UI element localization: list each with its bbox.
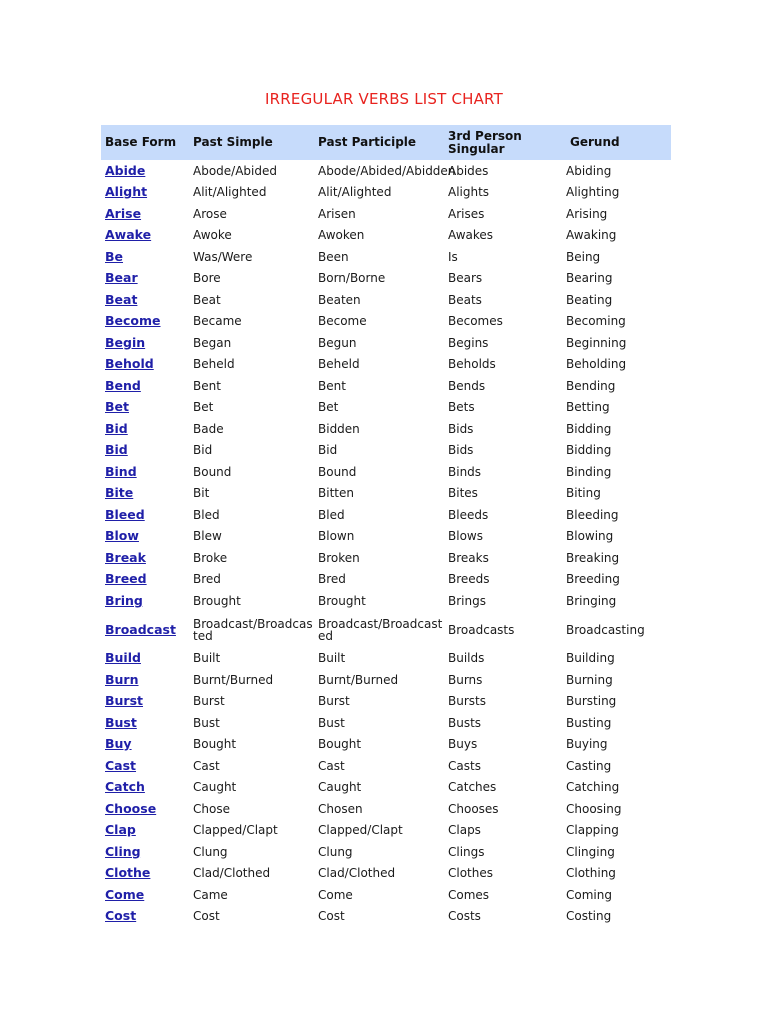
past-simple-cell: Clapped/Clapt <box>193 823 278 838</box>
gerund-cell: Being <box>566 249 601 264</box>
base-form-cell <box>101 418 189 440</box>
third-person-cell: Bids <box>448 421 474 436</box>
gerund-cell: Bleeding <box>566 507 619 522</box>
table-row <box>101 590 671 612</box>
gerund-cell: Clothing <box>566 866 616 881</box>
past-simple-cell: Bled <box>193 507 220 522</box>
past-simple-cell: Became <box>193 314 242 329</box>
verb-link[interactable]: Abide <box>105 162 146 178</box>
table-row <box>101 332 671 354</box>
table-row <box>101 820 671 842</box>
table-row <box>101 612 671 648</box>
gerund-cell: Biting <box>566 486 601 501</box>
past-participle-cell: Bitten <box>318 486 354 501</box>
verb-link[interactable]: Bid <box>105 420 128 436</box>
gerund-cell: Broadcasting <box>566 622 645 637</box>
header-third-person: 3rd Person Singular <box>448 128 522 156</box>
verb-link[interactable]: Become <box>105 313 161 329</box>
third-person-cell: Chooses <box>448 801 499 816</box>
table-header <box>101 125 671 160</box>
base-form-cell <box>101 712 189 734</box>
verb-link[interactable]: Bind <box>105 463 137 479</box>
verb-link[interactable]: Come <box>105 886 145 902</box>
gerund-cell: Costing <box>566 909 612 924</box>
verb-link[interactable]: Bring <box>105 592 143 608</box>
third-person-cell: Catches <box>448 780 497 795</box>
third-person-cell: Awakes <box>448 228 494 243</box>
third-person-cell: Bursts <box>448 694 486 709</box>
past-participle-cell: Arisen <box>318 206 356 221</box>
verb-link[interactable]: Bid <box>105 442 128 458</box>
past-simple-cell: Began <box>193 335 232 350</box>
past-simple-cell: Bet <box>193 400 214 415</box>
past-simple-cell: Burnt/Burned <box>193 672 274 687</box>
verb-link[interactable]: Breed <box>105 571 147 587</box>
past-simple-cell: Burst <box>193 694 225 709</box>
table-row <box>101 461 671 483</box>
verb-link[interactable]: Catch <box>105 779 145 795</box>
base-form-cell <box>101 669 189 691</box>
base-form-cell <box>101 526 189 548</box>
gerund-cell: Catching <box>566 780 620 795</box>
gerund-cell: Bursting <box>566 694 617 709</box>
third-person-cell: Bears <box>448 271 483 286</box>
past-simple-cell: Arose <box>193 206 227 221</box>
past-participle-cell: Bred <box>318 572 346 587</box>
gerund-cell: Alighting <box>566 185 620 200</box>
base-form-cell <box>101 841 189 863</box>
table-row <box>101 354 671 376</box>
verb-link[interactable]: Clothe <box>105 865 151 881</box>
third-person-cell: Claps <box>448 823 481 838</box>
third-person-cell: Broadcasts <box>448 622 515 637</box>
table-row <box>101 289 671 311</box>
past-participle-cell: Bought <box>318 737 362 752</box>
gerund-cell: Bidding <box>566 421 612 436</box>
gerund-cell: Beholding <box>566 357 627 372</box>
past-participle-cell: Broken <box>318 550 360 565</box>
base-form-cell <box>101 734 189 756</box>
verb-link[interactable]: Broadcast <box>105 621 176 637</box>
third-person-cell: Builds <box>448 651 485 666</box>
past-participle-cell: Caught <box>318 780 362 795</box>
table-row <box>101 691 671 713</box>
past-participle-cell: Bidden <box>318 421 360 436</box>
past-simple-cell: Bred <box>193 572 221 587</box>
past-participle-cell: Blown <box>318 529 355 544</box>
base-form-cell <box>101 311 189 333</box>
gerund-cell: Burning <box>566 672 613 687</box>
base-form-cell <box>101 569 189 591</box>
past-participle-cell: Beaten <box>318 292 361 307</box>
past-simple-cell: Bid <box>193 443 213 458</box>
third-person-cell: Breeds <box>448 572 490 587</box>
third-person-cell: Burns <box>448 672 483 687</box>
third-person-cell: Alights <box>448 185 490 200</box>
table-row <box>101 160 671 182</box>
verb-link[interactable]: Blow <box>105 528 139 544</box>
gerund-cell: Bidding <box>566 443 612 458</box>
third-person-cell: Clothes <box>448 866 493 881</box>
verb-link[interactable]: Bet <box>105 399 129 415</box>
past-simple-cell: Bound <box>193 464 232 479</box>
table-row <box>101 418 671 440</box>
verb-link[interactable]: Break <box>105 549 146 565</box>
table-row <box>101 547 671 569</box>
base-form-cell <box>101 590 189 612</box>
past-simple-cell: Alit/Alighted <box>193 185 267 200</box>
third-person-cell: Bets <box>448 400 475 415</box>
base-form-cell <box>101 246 189 268</box>
table-row <box>101 483 671 505</box>
past-participle-cell: Brought <box>318 593 366 608</box>
third-person-cell: Bids <box>448 443 474 458</box>
header-row <box>101 125 671 160</box>
past-participle-cell: Beheld <box>318 357 360 372</box>
verb-link[interactable]: Burst <box>105 693 144 709</box>
third-person-cell: Begins <box>448 335 489 350</box>
third-person-cell: Busts <box>448 715 482 730</box>
verb-link[interactable]: Cast <box>105 757 137 773</box>
table-row <box>101 375 671 397</box>
base-form-cell <box>101 906 189 928</box>
base-form-cell <box>101 332 189 354</box>
table-row <box>101 203 671 225</box>
base-form-cell <box>101 397 189 419</box>
verb-link[interactable]: Bleed <box>105 506 145 522</box>
past-participle-cell: Come <box>318 887 353 902</box>
past-participle-cell: Clad/Clothed <box>318 866 396 881</box>
table-row <box>101 504 671 526</box>
third-person-cell: Brings <box>448 593 486 608</box>
gerund-cell: Building <box>566 651 615 666</box>
past-participle-cell: Born/Borne <box>318 271 386 286</box>
gerund-cell: Casting <box>566 758 612 773</box>
past-simple-cell: Chose <box>193 801 230 816</box>
gerund-cell: Breeding <box>566 572 620 587</box>
table-row <box>101 440 671 462</box>
verb-link[interactable]: Clap <box>105 822 136 838</box>
gerund-cell: Coming <box>566 887 612 902</box>
third-person-cell: Breaks <box>448 550 489 565</box>
table-row <box>101 225 671 247</box>
verb-link[interactable]: Bite <box>105 485 134 501</box>
third-person-cell: Costs <box>448 909 481 924</box>
header-gerund: Gerund <box>570 135 620 149</box>
past-simple-cell: Was/Were <box>193 249 253 264</box>
table-row <box>101 569 671 591</box>
past-participle-cell: Clapped/Clapt <box>318 823 403 838</box>
base-form-cell <box>101 461 189 483</box>
past-simple-cell: Clad/Clothed <box>193 866 271 881</box>
past-participle-cell: Cost <box>318 909 345 924</box>
gerund-cell: Abiding <box>566 163 612 178</box>
gerund-cell: Betting <box>566 400 610 415</box>
verb-link[interactable]: Cost <box>105 908 137 924</box>
header-past-simple: Past Simple <box>193 135 273 149</box>
base-form-cell <box>101 691 189 713</box>
past-simple-cell: Awoke <box>193 228 232 243</box>
third-person-cell: Arises <box>448 206 485 221</box>
verb-link[interactable]: Bust <box>105 714 137 730</box>
verb-link[interactable]: Begin <box>105 334 146 350</box>
base-form-cell <box>101 375 189 397</box>
past-simple-cell: Cost <box>193 909 220 924</box>
past-participle-cell: Been <box>318 249 349 264</box>
past-simple-cell: Caught <box>193 780 237 795</box>
third-person-cell: Buys <box>448 737 478 752</box>
base-form-cell <box>101 798 189 820</box>
third-person-cell: Binds <box>448 464 482 479</box>
past-simple-cell: Bade <box>193 421 224 436</box>
past-simple-cell: Bent <box>193 378 221 393</box>
past-participle-cell: Awoken <box>318 228 365 243</box>
base-form-cell <box>101 225 189 247</box>
verb-link[interactable]: Bend <box>105 377 141 393</box>
table-row <box>101 884 671 906</box>
past-participle-cell: Bid <box>318 443 338 458</box>
third-person-cell: Is <box>448 249 458 264</box>
header-past-participle: Past Participle <box>318 135 417 149</box>
base-form-cell <box>101 755 189 777</box>
verb-link[interactable]: Cling <box>105 843 141 859</box>
third-person-cell: Bends <box>448 378 486 393</box>
third-person-cell: Comes <box>448 887 490 902</box>
past-simple-cell: Beheld <box>193 357 235 372</box>
base-form-cell <box>101 182 189 204</box>
gerund-cell: Beginning <box>566 335 627 350</box>
base-form-cell <box>101 504 189 526</box>
base-form-cell <box>101 612 189 648</box>
verb-link[interactable]: Build <box>105 650 141 666</box>
past-participle-cell: Bet <box>318 400 339 415</box>
past-simple-cell: Bit <box>193 486 210 501</box>
table-row <box>101 268 671 290</box>
past-simple-cell: Built <box>193 651 221 666</box>
third-person-cell: Bites <box>448 486 478 501</box>
third-person-cell: Beats <box>448 292 482 307</box>
base-form-cell <box>101 884 189 906</box>
verb-link[interactable]: Choose <box>105 800 157 816</box>
third-person-cell: Abides <box>448 163 489 178</box>
past-simple-cell: Clung <box>193 844 228 859</box>
verb-link[interactable]: Behold <box>105 356 154 372</box>
gerund-cell: Beating <box>566 292 613 307</box>
third-person-cell: Beholds <box>448 357 496 372</box>
gerund-cell: Busting <box>566 715 612 730</box>
irregular-verbs-table <box>101 125 671 927</box>
past-simple-cell: Brought <box>193 593 241 608</box>
gerund-cell: Bearing <box>566 271 613 286</box>
gerund-cell: Awaking <box>566 228 617 243</box>
past-simple-cell: Bore <box>193 271 221 286</box>
past-participle-cell: Abode/Abided/Abidden <box>318 163 456 178</box>
past-simple-cell: Bust <box>193 715 220 730</box>
gerund-cell: Bending <box>566 378 616 393</box>
header-base-form: Base Form <box>105 135 177 149</box>
table-row <box>101 734 671 756</box>
table-row <box>101 906 671 928</box>
table-row <box>101 712 671 734</box>
gerund-cell: Buying <box>566 737 608 752</box>
past-participle-cell: Bled <box>318 507 345 522</box>
third-person-cell: Clings <box>448 844 485 859</box>
gerund-cell: Clapping <box>566 823 619 838</box>
third-person-cell: Becomes <box>448 314 503 329</box>
past-participle-cell: Clung <box>318 844 353 859</box>
verb-link[interactable]: Bear <box>105 270 138 286</box>
base-form-cell <box>101 289 189 311</box>
base-form-cell <box>101 203 189 225</box>
gerund-cell: Blowing <box>566 529 614 544</box>
past-participle-cell: Alit/Alighted <box>318 185 392 200</box>
base-form-cell <box>101 354 189 376</box>
past-participle-cell: Chosen <box>318 801 363 816</box>
verb-link[interactable]: Awake <box>105 227 152 243</box>
past-simple-cell: Broadcast/Broadcasted <box>193 616 313 643</box>
past-participle-cell: Begun <box>318 335 357 350</box>
base-form-cell <box>101 440 189 462</box>
base-form-cell <box>101 648 189 670</box>
past-participle-cell: Cast <box>318 758 345 773</box>
table-row <box>101 648 671 670</box>
base-form-cell <box>101 547 189 569</box>
verb-link[interactable]: Beat <box>105 291 138 307</box>
past-participle-cell: Bent <box>318 378 346 393</box>
gerund-cell: Clinging <box>566 844 615 859</box>
table-row <box>101 669 671 691</box>
past-participle-cell: Become <box>318 314 367 329</box>
past-simple-cell: Abode/Abided <box>193 163 277 178</box>
base-form-cell <box>101 863 189 885</box>
past-participle-cell: Built <box>318 651 346 666</box>
past-participle-cell: Broadcast/Broadcasted <box>318 616 443 643</box>
verb-link[interactable]: Alight <box>105 184 148 200</box>
gerund-cell: Bringing <box>566 593 617 608</box>
past-participle-cell: Burst <box>318 694 350 709</box>
table-row <box>101 311 671 333</box>
gerund-cell: Binding <box>566 464 612 479</box>
base-form-cell <box>101 777 189 799</box>
past-participle-cell: Bound <box>318 464 357 479</box>
past-participle-cell: Bust <box>318 715 345 730</box>
table-row <box>101 798 671 820</box>
gerund-cell: Arising <box>566 206 608 221</box>
verb-link[interactable]: Be <box>105 248 124 264</box>
base-form-cell <box>101 820 189 842</box>
table-row <box>101 777 671 799</box>
third-person-cell: Blows <box>448 529 483 544</box>
table-row <box>101 863 671 885</box>
past-simple-cell: Bought <box>193 737 237 752</box>
third-person-cell: Casts <box>448 758 481 773</box>
base-form-cell <box>101 268 189 290</box>
table-row <box>101 526 671 548</box>
verb-link[interactable]: Buy <box>105 736 132 752</box>
past-simple-cell: Broke <box>193 550 228 565</box>
table-row <box>101 841 671 863</box>
past-participle-cell: Burnt/Burned <box>318 672 399 687</box>
page-title: IRREGULAR VERBS LIST CHART <box>265 90 503 108</box>
table-row <box>101 246 671 268</box>
table-row <box>101 755 671 777</box>
gerund-cell: Breaking <box>566 550 620 565</box>
table-row <box>101 182 671 204</box>
base-form-cell <box>101 483 189 505</box>
table-body <box>101 160 671 927</box>
base-form-cell <box>101 160 189 182</box>
verb-link[interactable]: Arise <box>105 205 142 221</box>
past-simple-cell: Blew <box>193 529 222 544</box>
past-simple-cell: Cast <box>193 758 220 773</box>
past-simple-cell: Beat <box>193 292 221 307</box>
gerund-cell: Choosing <box>566 801 622 816</box>
past-simple-cell: Came <box>193 887 228 902</box>
gerund-cell: Becoming <box>566 314 626 329</box>
verb-link[interactable]: Burn <box>105 671 139 687</box>
table-row <box>101 397 671 419</box>
third-person-cell: Bleeds <box>448 507 489 522</box>
